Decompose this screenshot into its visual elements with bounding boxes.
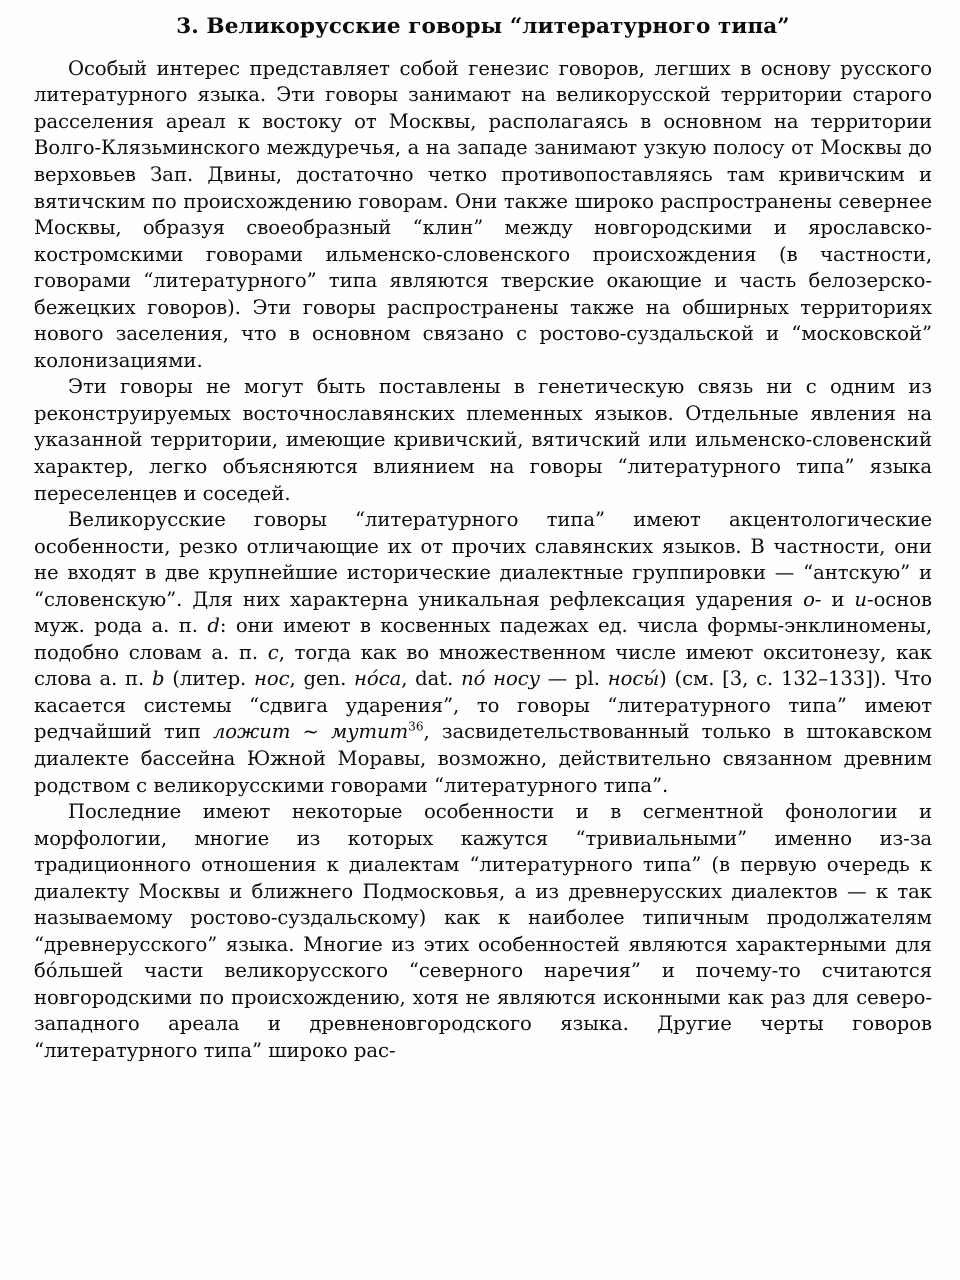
p3-italic-6: нос [254,667,290,691]
p3-text-10: ) (см. [3, с. 132–133]). Что касается системы “сдвига ударения”, то говоры “литературного типа” имеют редчайший тип [34,667,932,744]
p3-italic-7: но́са [354,667,402,691]
p3-text-2: и [821,587,855,611]
p3-text-7: , gen. [289,667,355,691]
paragraph-3 [34,507,932,799]
p3-italic-9: носы́ [607,667,660,691]
p3-italic-10: ложит ~ мутит [212,720,409,744]
page-title: 3. Великорусские говоры “литературного типа” [176,14,790,39]
paragraph-1: Особый интерес представляет собой генезис говоров, легших в основу русского литературного языка. Эти говоры занимают на великорусской территории старого расселения ареал к востоку от Москвы, располагаясь в основном на территории Волго-Клязьминского междуречья, а на западе занимают узкую полосу от Москвы до верховьев Зап. Двины, достаточно четко противопоставляясь там кривичским и вятичским по происхождению говорам. Они также широко распространены севернее Москвы, образуя своеобразный “клин” между новгородскими и ярославско-костромскими говорами ильменско-словенского происхождения (в частности, говорами “литературного” типа являются тверские окающие и часть белозерско-бежецких говоров). Эти говоры распространены также на обширных территориях нового заселения, что в основном связано с ростово-суздальской и “московской” колонизациями. [34,56,932,372]
p3-text-6: (литер. [164,667,255,691]
p3-text-1: Великорусские говоры “литературного типа” имеют акцентологические особенности, резко отличающие их от прочих славянских языков. В частности, они не входят в две крупнейшие исторические диалектные группировки — “антскую” и “словенскую”. Для них характерна уникальная рефлексация ударения [34,508,932,611]
p3-italic-2: и- [854,587,874,611]
p3-italic-4: c [267,640,279,664]
footnote-marker: 36 [408,719,424,734]
p3-italic-3: d [207,614,220,638]
paragraph-4: Последние имеют некоторые особенности и в сегментной фонологии и морфологии, многие из которых кажутся “тривиальными” именно из-за традиционного отношения к диалектам “литературного типа” (в первую очередь к диалекту Москвы и ближнего Подмосковья, а из древнерусских диалектов — к так называемому ростово-суздальскому) как к наиболее типичным продолжателям “древнерусского” языка. Многие из этих особенностей являются характерными для бо́льшей части великорусского “северного наречия” и почему-то считаются новгородскими по происхождению, хотя не являются исконными как раз для северо-западного ареала и древненовгородского языка. Другие черты говоров “литературного типа” широко рас- [34,800,932,1063]
p3-text-9: — pl. [539,667,608,691]
p3-text-4: : они имеют в косвенных падежах ед. числа формы-энклиномены, подобно словам а. п. [34,614,932,664]
p3-italic-1: о- [803,587,822,611]
p3-italic-5: b [151,667,165,691]
body-text [34,56,932,1065]
p3-text-8: , dat. [401,667,462,691]
p3-italic-8: по́ носу [461,667,540,691]
p3-text-11: , засвидетельствованный только в штокавском диалекте бассейна Южной Моравы, возможно, действительно связанном древним родством с великорусскими говорами “литературного типа”. [34,720,932,797]
paragraph-2: Эти говоры не могут быть поставлены в генетическую связь ни с одним из реконструируемых восточнославянских племенных языков. Отдельные явления на указанной территории, имеющие кривичский, вятичский или ильменско-словенский характер, легко объясняются влиянием на говоры “литературного типа” языка переселенцев и соседей. [34,375,932,505]
p3-text-5: , тогда как во множественном числе имеют окситонезу, как слова а. п. [34,640,933,691]
p3-text-3: основ муж. рода а. п. [34,587,932,638]
